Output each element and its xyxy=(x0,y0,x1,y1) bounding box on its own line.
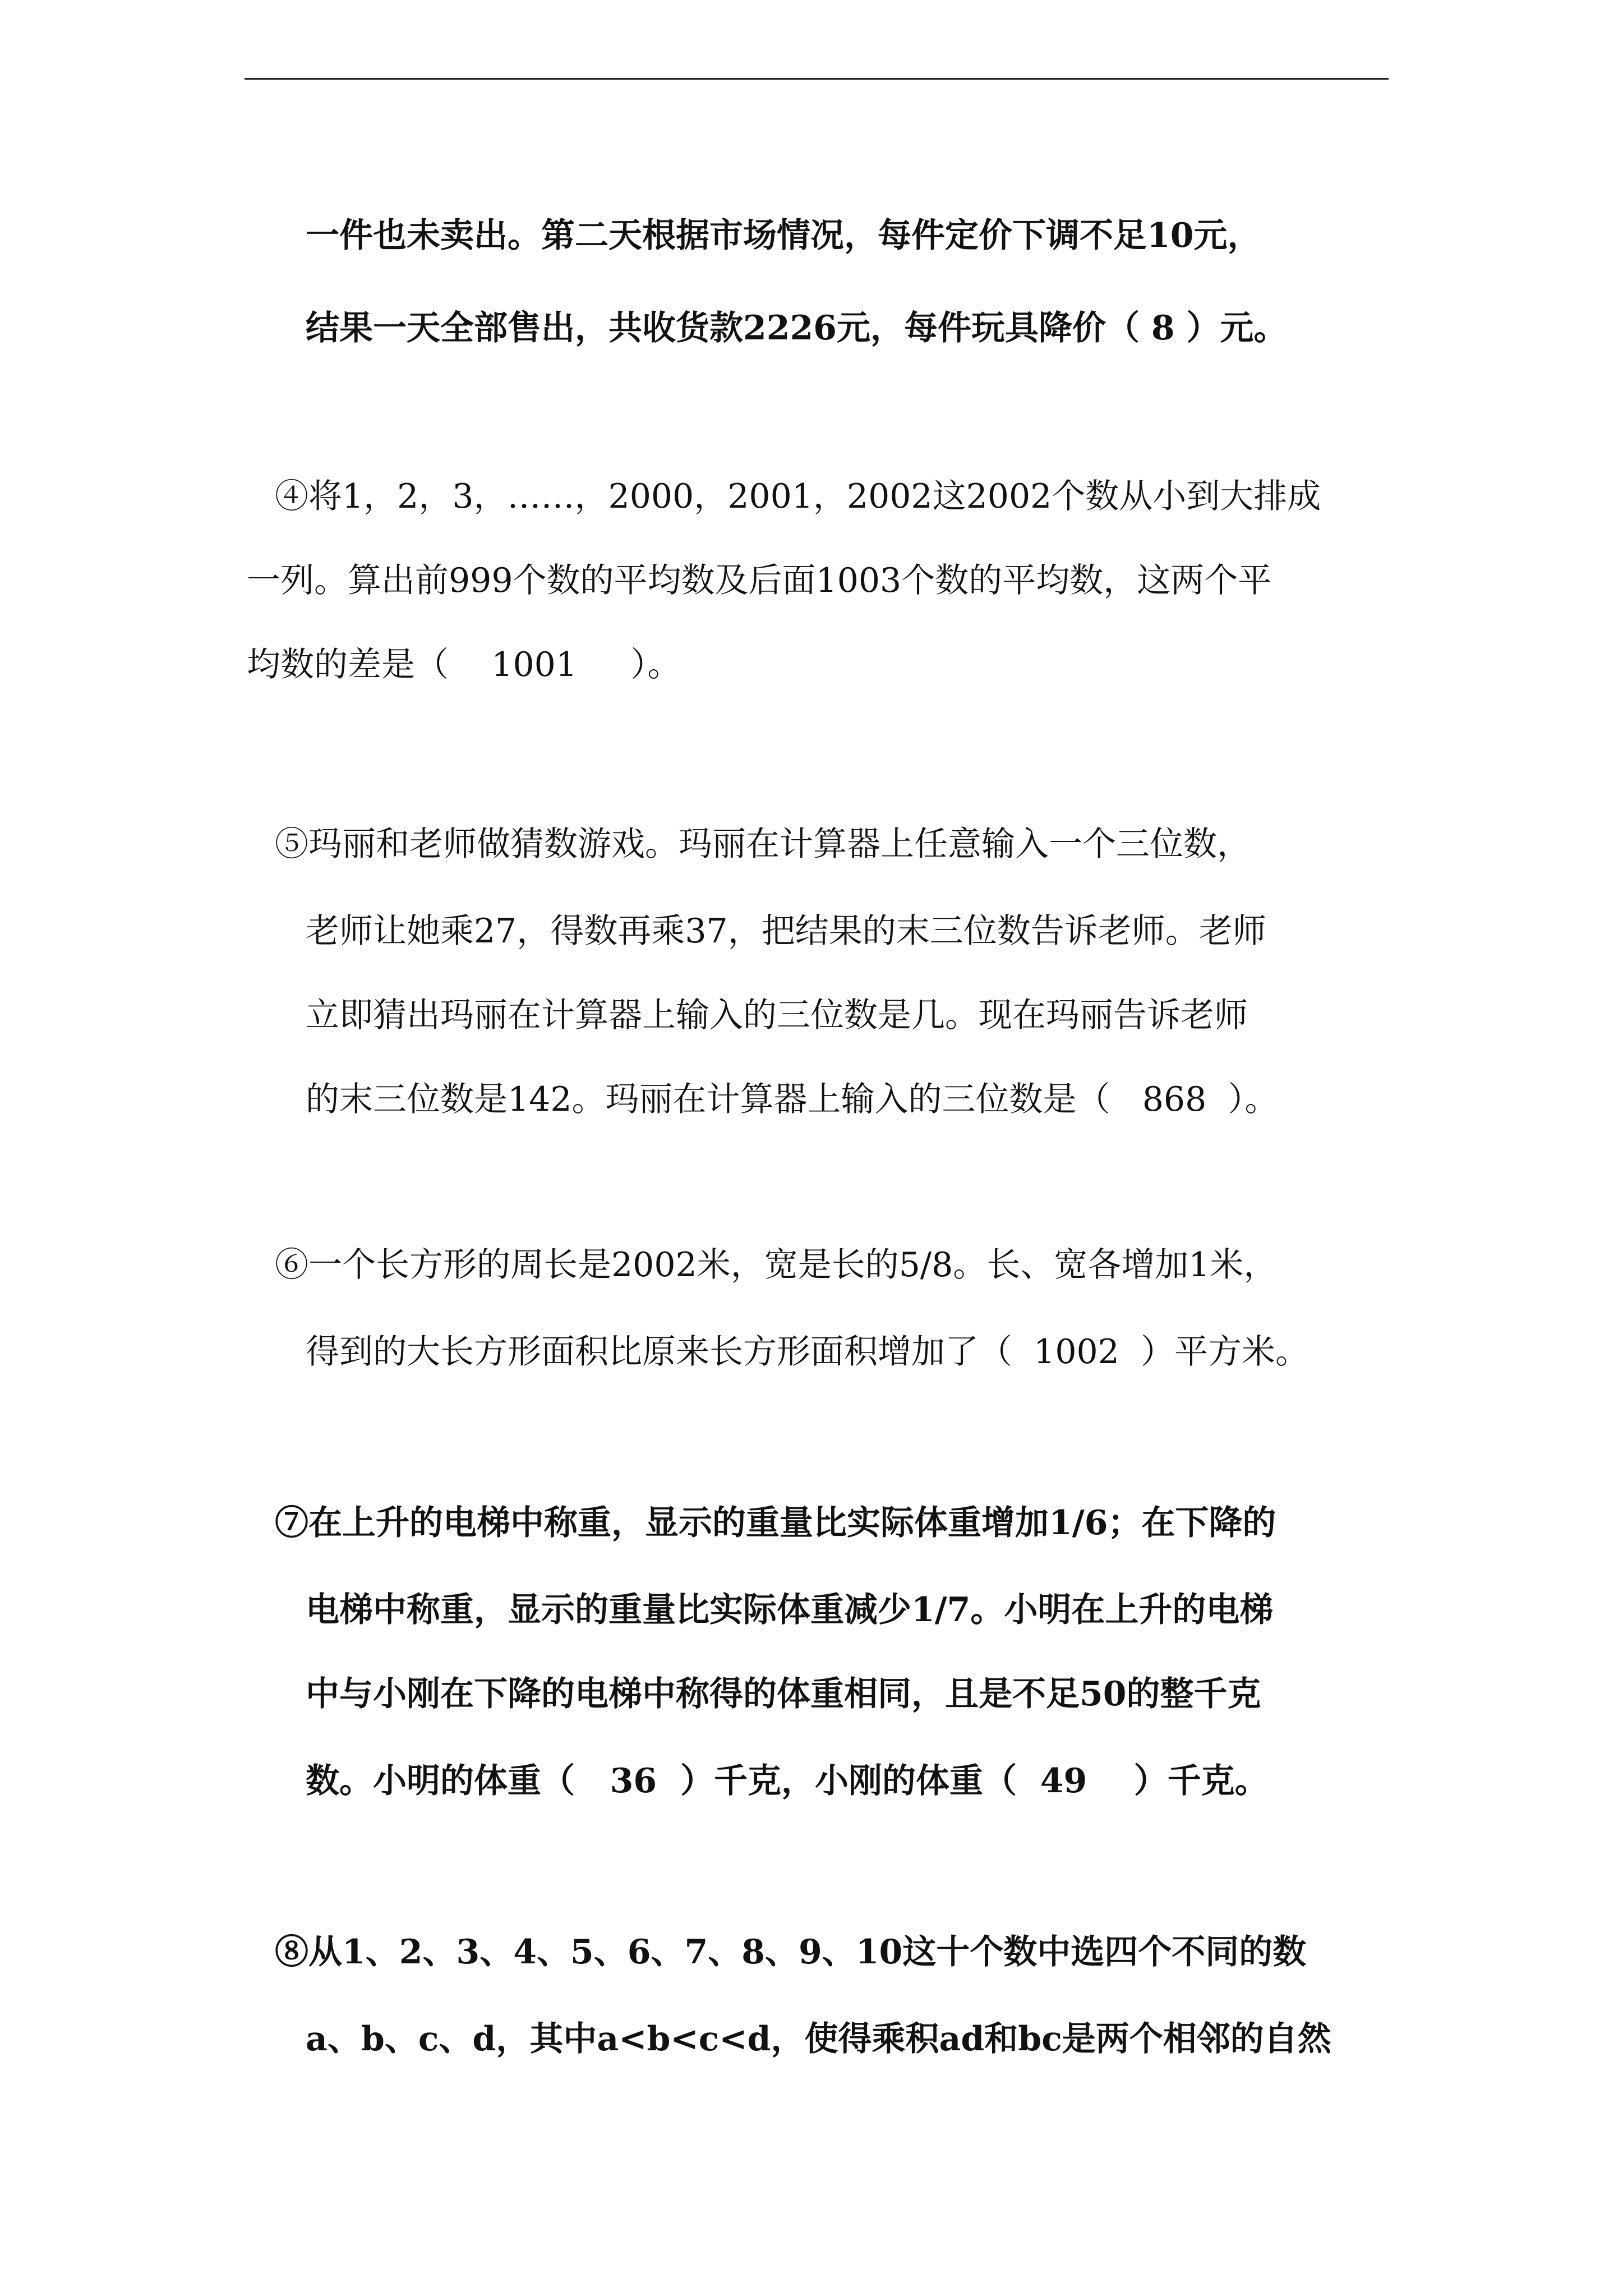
problem7-line4 xyxy=(306,1759,1269,1803)
problem5-line4-text: 的末三位数是142。玛丽在计算器上输入的三位数是（ xyxy=(306,1080,1110,1119)
problem5-line4-end: ）。 xyxy=(1228,1080,1279,1119)
problem4-line3-end: ）。 xyxy=(630,645,681,684)
problem7-answer1: 36 xyxy=(575,1761,680,1801)
header-rule xyxy=(245,78,1389,80)
problem7-line4-c: ）千克。 xyxy=(1133,1761,1269,1801)
problem4-answer: 1001 xyxy=(449,645,631,684)
problem7-line4-a: 数。小明的体重（ xyxy=(306,1761,575,1801)
problem5-line1: ⑤玛丽和老师做猜数游戏。玛丽在计算器上任意输入一个三位数， xyxy=(275,825,1251,864)
problem7-line2: 电梯中称重，显示的重量比实际体重减少1/7。小明在上升的电梯 xyxy=(306,1590,1274,1630)
problem8-line1: ⑧从1、2、3、4、5、6、7、8、9、10这十个数中选四个不同的数 xyxy=(275,1932,1307,1972)
problem3-line2 xyxy=(306,306,1288,351)
problem3-line2-text: 结果一天全部售出，共收货款2226元，每件玩具降价（ xyxy=(306,309,1140,348)
problem4-line2: 一列。算出前999个数的平均数及后面1003个数的平均数，这两个平 xyxy=(247,561,1272,600)
problem3-line1: 一件也未卖出。第二天根据市场情况，每件定价下调不足10元， xyxy=(306,216,1261,255)
problem8-line2: a、b、c、d，其中a<b<c<d，使得乘积ad和bc是两个相邻的自然 xyxy=(306,2019,1331,2059)
problem5-line2: 老师让她乘27，得数再乘37，把结果的末三位数告诉老师。老师 xyxy=(306,912,1266,951)
problem7-line3: 中与小刚在下降的电梯中称得的体重相同，且是不足50的整千克 xyxy=(306,1674,1261,1714)
problem6-line2 xyxy=(306,1329,1309,1374)
problem7-line1: ⑦在上升的电梯中称重，显示的重量比实际体重增加1/6；在下降的 xyxy=(275,1503,1276,1543)
problem4-line3-text: 均数的差是（ xyxy=(247,645,449,684)
problem7-line4-b: ）千克，小刚的体重（ xyxy=(680,1761,1017,1801)
problem6-line1: ⑥一个长方形的周长是2002米，宽是长的5/8。长、宽各增加1米， xyxy=(275,1245,1278,1285)
problem6-line2-end: ）平方米。 xyxy=(1140,1332,1309,1372)
problem5-line4 xyxy=(306,1077,1278,1122)
problem6-line2-text: 得到的大长方形面积比原来长方形面积增加了（ xyxy=(306,1332,1012,1372)
problem3-answer: 8 xyxy=(1140,309,1187,348)
problem6-answer: 1002 xyxy=(1012,1332,1141,1372)
problem5-line3: 立即猜出玛丽在计算器上输入的三位数是几。现在玛丽告诉老师 xyxy=(306,996,1248,1035)
problem4-line1: ④将1，2，3，……，2000，2001，2002这2002个数从小到大排成 xyxy=(275,477,1321,516)
problem5-answer: 868 xyxy=(1110,1080,1228,1119)
problem4-line3 xyxy=(247,642,681,687)
problem3-line2-end: ）元。 xyxy=(1186,309,1288,348)
problem7-answer2: 49 xyxy=(1016,1761,1134,1801)
